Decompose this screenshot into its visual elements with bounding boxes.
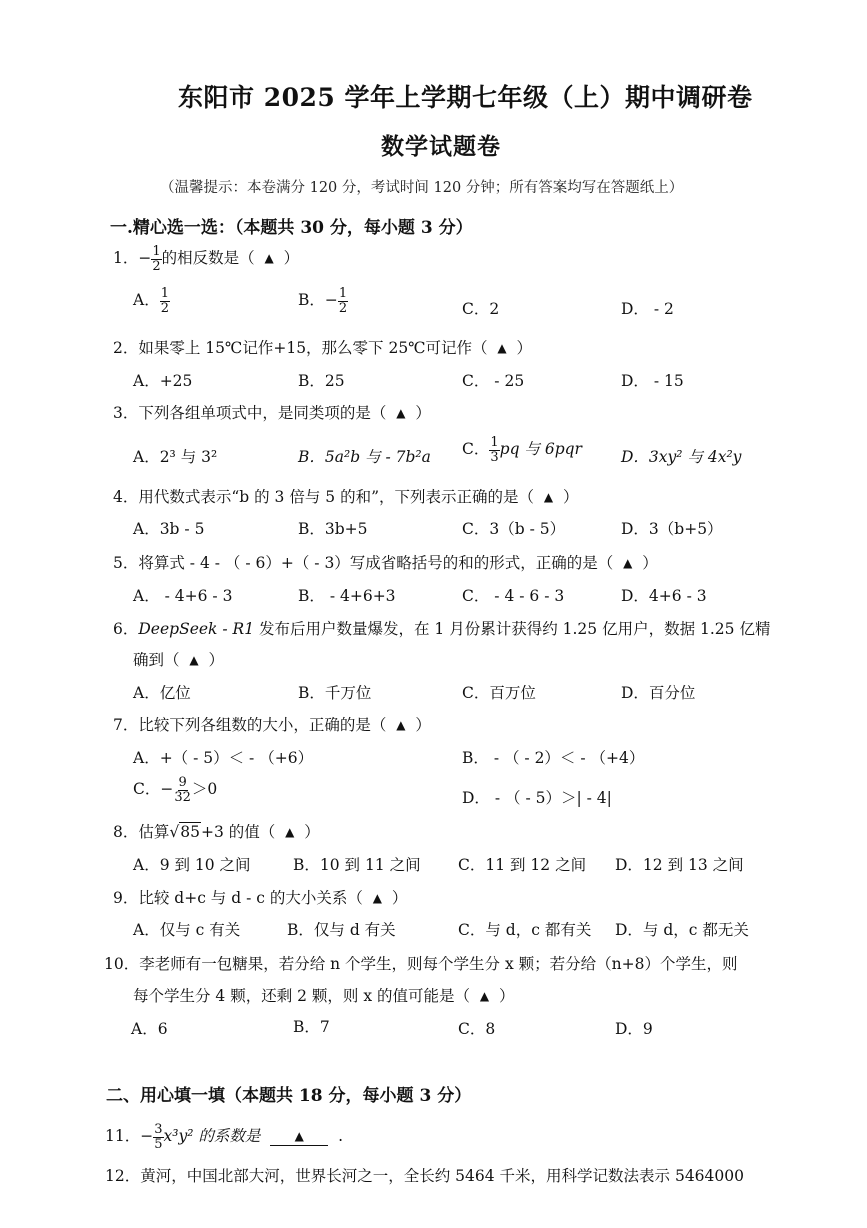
q8-option-c[interactable]: C．11 到 12 之间 bbox=[458, 856, 587, 874]
close-paren: ） bbox=[391, 889, 408, 907]
question-number: 1． bbox=[113, 249, 139, 268]
question-text: 的相反数是（ bbox=[161, 249, 255, 268]
minus-sign: − bbox=[140, 1127, 154, 1146]
q8-option-b[interactable]: B．10 到 11 之间 bbox=[293, 856, 421, 874]
exam-tip: （温馨提示：本卷满分 120 分，考试时间 120 分钟；所有答案均写在答题纸上） bbox=[160, 180, 684, 196]
q10-option-b[interactable]: B．7 bbox=[293, 1018, 330, 1036]
answer-mark: ▲ bbox=[285, 825, 295, 839]
answer-mark: ▲ bbox=[294, 1129, 304, 1144]
section-1-heading-prefix: 一.精心选一选：（本题共 bbox=[110, 218, 301, 238]
question-5 bbox=[113, 551, 658, 573]
question-text: 5．将算式 - 4 - （ - 6）+（ - 3）写成省略括号的和的形式，正确的是（ bbox=[113, 554, 614, 572]
question-text-post: +3 的值（ bbox=[201, 823, 276, 841]
question-3 bbox=[113, 401, 431, 423]
fraction-numerator: 3 bbox=[154, 1122, 163, 1137]
section-1-points: 30 bbox=[300, 218, 325, 238]
option-text: ＞0 bbox=[191, 780, 218, 799]
q2-option-b[interactable]: B．25 bbox=[298, 372, 345, 390]
answer-mark: ▲ bbox=[372, 891, 382, 905]
question-2 bbox=[113, 336, 532, 358]
q1-option-a[interactable] bbox=[133, 287, 170, 315]
fraction-numerator: 1 bbox=[490, 435, 499, 450]
fraction-numerator: 1 bbox=[160, 286, 169, 301]
fraction-denominator: 2 bbox=[160, 300, 169, 316]
answer-mark: ▲ bbox=[497, 341, 507, 355]
q1-option-b[interactable] bbox=[298, 287, 348, 315]
q5-option-c[interactable]: C． - 4 - 6 - 3 bbox=[462, 587, 565, 605]
radicand: 85 bbox=[180, 823, 200, 841]
question-4 bbox=[113, 485, 578, 507]
q8-option-d[interactable]: D．12 到 13 之间 bbox=[615, 856, 744, 874]
minus-sign: − bbox=[138, 249, 152, 268]
section-1-heading-mid: 分，每小题 bbox=[324, 218, 421, 238]
option-label: A． bbox=[133, 291, 160, 310]
option-label: B． bbox=[298, 291, 325, 310]
question-7 bbox=[113, 713, 431, 735]
section-2-points: 18 bbox=[298, 1086, 323, 1106]
q1-option-c[interactable]: C．2 bbox=[462, 300, 500, 318]
option-label: C． bbox=[462, 440, 490, 459]
q4-option-d[interactable]: D．3（b+5） bbox=[621, 520, 723, 538]
section-1-heading bbox=[110, 213, 473, 238]
option-label: C． bbox=[133, 780, 161, 799]
fraction bbox=[338, 287, 348, 315]
q10-option-d[interactable]: D．9 bbox=[615, 1020, 653, 1038]
q3-option-d[interactable]: D．3xy² 与 4x²y bbox=[621, 448, 742, 466]
q5-option-a[interactable]: A． - 4+6 - 3 bbox=[133, 587, 233, 605]
q5-option-d[interactable]: D．4+6 - 3 bbox=[621, 587, 707, 605]
question-number: 11． bbox=[105, 1127, 141, 1146]
question-text: 2．如果零上 15℃记作+15，那么零下 25℃可记作（ bbox=[113, 339, 488, 357]
close-paren: ） bbox=[642, 554, 658, 572]
period: . bbox=[338, 1127, 344, 1146]
q4-option-a[interactable]: A．3b - 5 bbox=[133, 520, 205, 538]
answer-mark: ▲ bbox=[479, 989, 490, 1003]
close-paren: ） bbox=[415, 404, 431, 422]
fraction-denominator: 2 bbox=[152, 258, 161, 274]
question-text: 3．下列各组单项式中，是同类项的是（ bbox=[113, 404, 387, 422]
question-8 bbox=[113, 820, 320, 842]
section-2-heading-prefix: 二、用心填一填（本题共 bbox=[106, 1086, 299, 1106]
question-text: 9．比较 d+c 与 d - c 的大小关系（ bbox=[113, 889, 363, 907]
q7-option-b[interactable]: B． - （ - 2）＜ - （+4） bbox=[462, 749, 645, 767]
fraction bbox=[173, 776, 192, 804]
q1-option-d[interactable]: D． - 2 bbox=[621, 300, 674, 318]
q9-option-b[interactable]: B．仅与 d 有关 bbox=[287, 921, 396, 939]
close-paren: ） bbox=[516, 339, 533, 357]
section-1-heading-suffix: 分） bbox=[432, 218, 473, 238]
fraction-numerator: 1 bbox=[338, 286, 348, 301]
option-text: pq 与 6pqr bbox=[499, 440, 582, 459]
question-9 bbox=[113, 886, 407, 908]
sqrt-icon: √ bbox=[169, 823, 180, 841]
close-paren: ） bbox=[208, 651, 224, 669]
close-paren: ） bbox=[304, 823, 320, 841]
fraction-denominator: 32 bbox=[174, 789, 191, 805]
question-1 bbox=[113, 245, 299, 273]
question-text: 发布后用户数量爆发，在 1 月份累计获得约 1.25 亿用户，数据 1.25 亿精 bbox=[254, 620, 771, 638]
answer-blank[interactable] bbox=[270, 1127, 328, 1146]
q4-option-b[interactable]: B．3b+5 bbox=[298, 520, 368, 538]
q9-option-d[interactable]: D．与 d，c 都无关 bbox=[615, 921, 749, 939]
question-text: x³y² 的系数是 bbox=[163, 1127, 261, 1146]
fraction-numerator: 1 bbox=[152, 244, 161, 259]
fraction bbox=[489, 436, 499, 464]
question-text: 4．用代数式表示“b 的 3 倍与 5 的和”，下列表示正确的是（ bbox=[113, 488, 534, 506]
q9-option-a[interactable]: A．仅与 c 有关 bbox=[133, 921, 241, 939]
q6-option-c[interactable]: C．百万位 bbox=[462, 684, 536, 702]
question-number: 6． bbox=[113, 620, 139, 638]
question-10-line-2 bbox=[133, 984, 515, 1006]
question-10: 10．李老师有一包糖果，若分给 n 个学生，则每个学生分 x 颗；若分给（n+8）个学生，则 bbox=[104, 955, 738, 973]
fraction bbox=[153, 1123, 163, 1151]
q10-option-a[interactable]: A．6 bbox=[131, 1020, 168, 1038]
product-name: DeepSeek - R1 bbox=[138, 620, 255, 638]
close-paren: ） bbox=[498, 987, 515, 1005]
q3-option-c[interactable] bbox=[462, 436, 582, 464]
fraction-numerator: 9 bbox=[178, 775, 187, 790]
fraction bbox=[160, 287, 170, 315]
q5-option-b[interactable]: B． - 4+6+3 bbox=[298, 587, 396, 605]
section-2-each-points: 3 bbox=[419, 1086, 432, 1106]
q6-option-a[interactable]: A．亿位 bbox=[133, 684, 191, 702]
q7-option-d[interactable]: D． - （ - 5）＞| - 4| bbox=[462, 789, 612, 807]
q7-option-c[interactable] bbox=[133, 776, 217, 804]
answer-mark: ▲ bbox=[543, 490, 554, 504]
q6-option-b[interactable]: B．千万位 bbox=[298, 684, 372, 702]
close-paren: ） bbox=[415, 716, 431, 734]
q7-option-a[interactable]: A．+（ - 5）＜ - （+6） bbox=[133, 749, 314, 767]
question-text: 7．比较下列各组数的大小，正确的是（ bbox=[113, 716, 387, 734]
q10-option-c[interactable]: C．8 bbox=[458, 1020, 496, 1038]
close-paren: ） bbox=[562, 488, 579, 506]
q3-option-b[interactable]: B．5a²b 与 - 7b²a bbox=[298, 448, 431, 466]
q8-option-a[interactable]: A．9 到 10 之间 bbox=[133, 856, 251, 874]
q9-option-c[interactable]: C．与 d，c 都有关 bbox=[458, 921, 592, 939]
q4-option-c[interactable]: C．3（b - 5） bbox=[462, 520, 566, 538]
fraction-denominator: 3 bbox=[490, 449, 499, 465]
question-text: 确到（ bbox=[133, 651, 180, 669]
close-paren: ） bbox=[283, 249, 300, 268]
answer-mark: ▲ bbox=[189, 653, 199, 667]
minus-sign: − bbox=[160, 780, 174, 799]
question-12: 12．黄河，中国北部大河，世界长河之一，全长约 5464 千米，用科学记数法表示 5464000 bbox=[105, 1167, 744, 1185]
q2-option-d[interactable]: D． - 15 bbox=[621, 372, 684, 390]
answer-mark: ▲ bbox=[396, 406, 406, 420]
fraction-denominator: 2 bbox=[338, 300, 348, 316]
exam-title: 东阳市 2025 学年上学期七年级（上）期中调研卷 bbox=[178, 83, 753, 112]
minus-sign: − bbox=[324, 291, 338, 310]
question-6 bbox=[113, 617, 770, 639]
question-11 bbox=[105, 1123, 343, 1151]
question-6-line-2 bbox=[133, 648, 224, 670]
q3-option-a[interactable]: A．2³ 与 3² bbox=[133, 448, 218, 466]
answer-mark: ▲ bbox=[264, 251, 274, 266]
q6-option-d[interactable]: D．百分位 bbox=[621, 684, 696, 702]
question-text: 8．估算 bbox=[113, 823, 170, 841]
section-2-heading bbox=[106, 1081, 471, 1106]
fraction bbox=[151, 245, 161, 273]
section-1-each-points: 3 bbox=[420, 218, 433, 238]
answer-mark: ▲ bbox=[623, 556, 633, 570]
answer-mark: ▲ bbox=[396, 718, 406, 732]
section-2-heading-mid: 分，每小题 bbox=[322, 1086, 420, 1106]
exam-subtitle: 数学试题卷 bbox=[381, 133, 501, 160]
section-2-heading-suffix: 分） bbox=[431, 1086, 472, 1106]
question-text: 每个学生分 4 颗，还剩 2 颗，则 x 的值可能是（ bbox=[133, 987, 471, 1005]
fraction-denominator: 5 bbox=[154, 1136, 163, 1152]
q2-option-c[interactable]: C． - 25 bbox=[462, 372, 525, 390]
q2-option-a[interactable]: A．+25 bbox=[133, 372, 193, 390]
